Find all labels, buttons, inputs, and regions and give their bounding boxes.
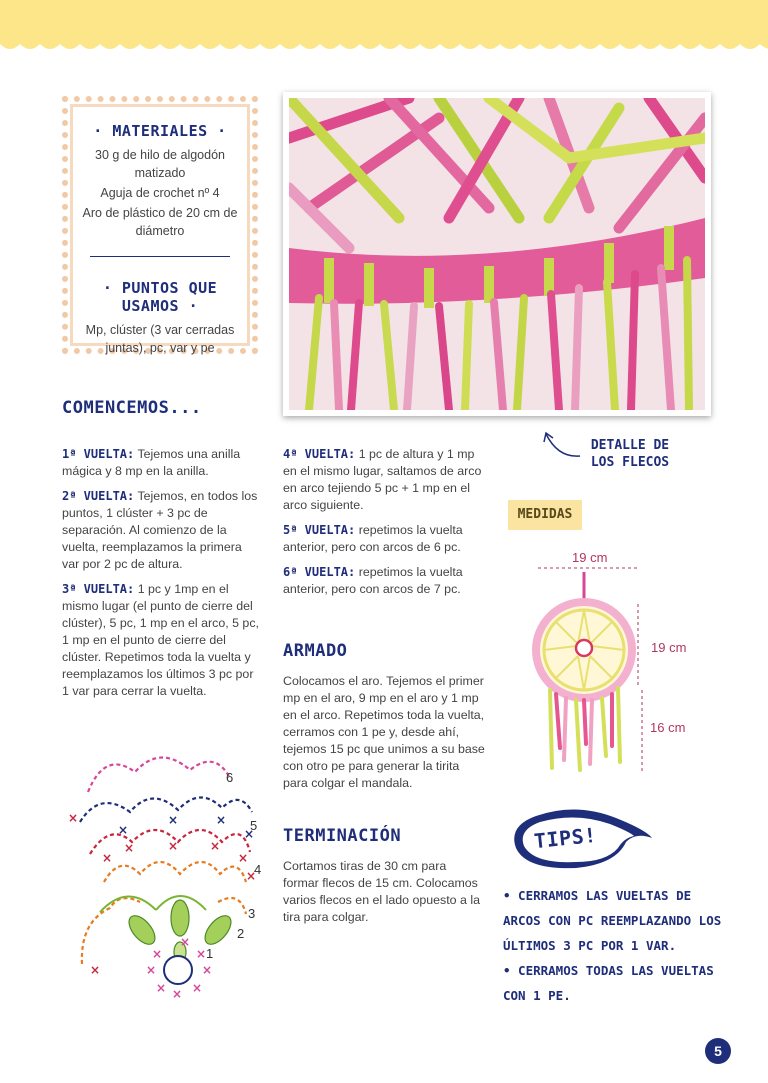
round-label: 3ª VUELTA: (62, 582, 135, 596)
tip-item: • CERRAMOS LAS VUELTAS DE ARCOS CON PC REEMPLAZANDO LOS ÚLTIMOS 3 PC POR 1 VAR. (503, 888, 722, 953)
svg-text:×: × (216, 813, 227, 827)
svg-text:×: × (68, 811, 79, 825)
svg-text:×: × (102, 851, 113, 865)
round-label: 1ª VUELTA: (62, 447, 135, 461)
terminacion-text: Cortamos tiras de 30 cm para formar flecos de 15 cm. Colocamos varios flecos en el lado opuesto a la tira para colgar. (283, 859, 480, 924)
svg-text:×: × (202, 963, 213, 977)
svg-text:×: × (90, 963, 101, 977)
round-text: repetimos la vuelta anterior, pero con arcos de 6 pc. (283, 523, 463, 554)
svg-text:×: × (244, 827, 255, 841)
round-paragraph (283, 522, 483, 556)
materials-box (62, 96, 258, 354)
tips-title: TIPS! (532, 822, 598, 854)
tips-list (503, 883, 723, 1008)
round-label: 5ª VUELTA: (283, 523, 356, 537)
page-number: 5 (705, 1038, 731, 1064)
fringe-detail-photo (283, 92, 711, 416)
svg-text:×: × (118, 823, 129, 837)
tip-item: • CERRAMOS TODAS LAS VUELTAS CON 1 PE. (503, 963, 714, 1003)
round-paragraph (283, 564, 483, 598)
caption-line: LOS FLECOS (590, 455, 670, 470)
svg-text:×: × (180, 935, 191, 949)
chart-number: 3 (248, 906, 256, 921)
svg-text:×: × (152, 947, 163, 961)
svg-text:×: × (156, 981, 167, 995)
svg-text:×: × (246, 869, 257, 883)
round-label: 6ª VUELTA: (283, 565, 356, 579)
round-text: 1 pc y 1mp en el mismo lugar (el punto de cierre del clúster), 5 pc, 1 mp en el arco, 5 pc, 1 mp en el punto de cierre del clúster. Repetimos toda la vuelta y reemplazamos los últimos 3 pc por 1 var para cerrar la vuelta. (62, 582, 259, 698)
rounds-column-right (283, 446, 483, 606)
measure-height: 19 cm (651, 640, 687, 655)
round-paragraph (283, 446, 483, 514)
stitches-text: Mp, clúster (3 var cerradas juntas), pc, var y pe (85, 323, 235, 355)
armado-text: Colocamos el aro. Tejemos el primer mp en el aro, 9 mp en el aro y 1 mp en el arco. Repetimos toda la vuelta, cerramos con 1 pe y, desde ahí, tejemos 15 pc que unimos a su base con otro pe para generar la tirita para colgar el mandala. (283, 674, 485, 790)
caption-arrow (540, 428, 584, 464)
divider (90, 256, 230, 257)
svg-text:×: × (238, 851, 249, 865)
svg-text:×: × (192, 981, 203, 995)
materials-line: 30 g de hilo de algodón matizado (95, 148, 225, 180)
svg-text:×: × (146, 963, 157, 977)
svg-text:×: × (210, 839, 221, 853)
svg-text:×: × (168, 839, 179, 853)
materials-line: Aro de plástico de 20 cm de diámetro (82, 206, 238, 238)
materials-title: · MATERIALES · (93, 122, 227, 140)
round-text: repetimos la vuelta anterior, pero con arcos de 7 pc. (283, 565, 463, 596)
rounds-column-left (62, 446, 262, 708)
materials-line: Aguja de crochet nº 4 (100, 186, 220, 200)
stitches-title: · PUNTOS QUE USAMOS · (102, 279, 218, 315)
chart-number: 2 (237, 926, 245, 941)
heading-terminacion: TERMINACIÓN (283, 826, 402, 846)
round-text: 1 pc de altura y 1 mp en el mismo lugar, saltamos de arco en arco tejiendo 5 pc + 1 mp en el arco siguiente. (283, 447, 482, 512)
caption-line: DETALLE DE (590, 438, 670, 453)
dreamcatcher-diagram (520, 548, 690, 778)
round-paragraph (62, 446, 262, 480)
chart-number: 4 (254, 862, 262, 877)
svg-text:×: × (124, 841, 135, 855)
chart-number: 1 (206, 946, 214, 961)
round-text: Tejemos una anilla mágica y 8 mp en la anilla. (62, 447, 241, 478)
photo-caption (580, 437, 680, 471)
round-paragraph (62, 581, 262, 700)
chart-number: 6 (226, 770, 234, 785)
svg-text:×: × (172, 987, 183, 1001)
round-label: 2ª VUELTA: (62, 489, 135, 503)
crochet-chart (60, 742, 270, 1004)
measure-width: 19 cm (572, 550, 608, 565)
measure-fringe: 16 cm (650, 720, 686, 735)
round-paragraph (62, 488, 262, 573)
svg-text:×: × (168, 813, 179, 827)
round-text: Tejemos, en todos los puntos, 1 clúster + 3 pc de separación. Al comienzo de la vuelta, reemplazamos la primera var por 2 pc de altura. (62, 489, 258, 571)
decorative-banner (0, 0, 768, 60)
heading-armado: ARMADO (283, 641, 348, 661)
round-label: 4ª VUELTA: (283, 447, 356, 461)
chart-number: 5 (250, 818, 258, 833)
heading-start: COMENCEMOS... (62, 398, 202, 418)
measures-label: MEDIDAS (508, 500, 582, 530)
svg-text:×: × (196, 947, 207, 961)
